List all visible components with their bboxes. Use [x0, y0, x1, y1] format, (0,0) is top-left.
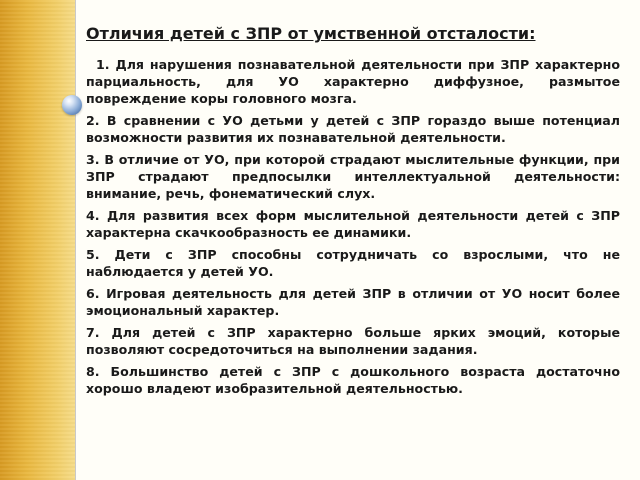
list-item-5: 5. Дети с ЗПР способны сотрудничать со взрослыми, что не наблюдается у детей УО.: [86, 247, 620, 279]
divider-line: [75, 0, 76, 480]
list-item-2: 2. В сравнении с УО детьми у детей с ЗПР гораздо выше потенциал возможности развития их познавательной деятельности.: [86, 113, 620, 145]
slide-content: [86, 24, 620, 402]
left-decorative-band: [0, 0, 76, 480]
list-item-3: 3. В отличие от УО, при которой страдают мыслительные функции, при ЗПР страдают предпосылки интеллектуальной деятельности: внимание, речь, фонематический слух.: [86, 152, 620, 201]
bullet-orb-icon: [62, 95, 82, 115]
list-item-8: 8. Большинство детей с ЗПР с дошкольного возраста достаточно хорошо владеют изобразительной деятельностью.: [86, 364, 620, 396]
list-item-4: 4. Для развития всех форм мыслительной деятельности детей с ЗПР характерна скачкообразность ее динамики.: [86, 208, 620, 240]
list-item-7: 7. Для детей с ЗПР характерно больше ярких эмоций, которые позволяют сосредоточиться на выполнении задания.: [86, 325, 620, 357]
slide-title: Отличия детей с ЗПР от умственной отсталости:: [86, 24, 536, 43]
list-item-1: 1. Для нарушения познавательной деятельности при ЗПР характерно парциальность, для УО характерно диффузное, размытое повреждение коры головного мозга.: [86, 57, 620, 106]
list-item-6: 6. Игровая деятельность для детей ЗПР в отличии от УО носит более эмоциональный характер.: [86, 286, 620, 318]
